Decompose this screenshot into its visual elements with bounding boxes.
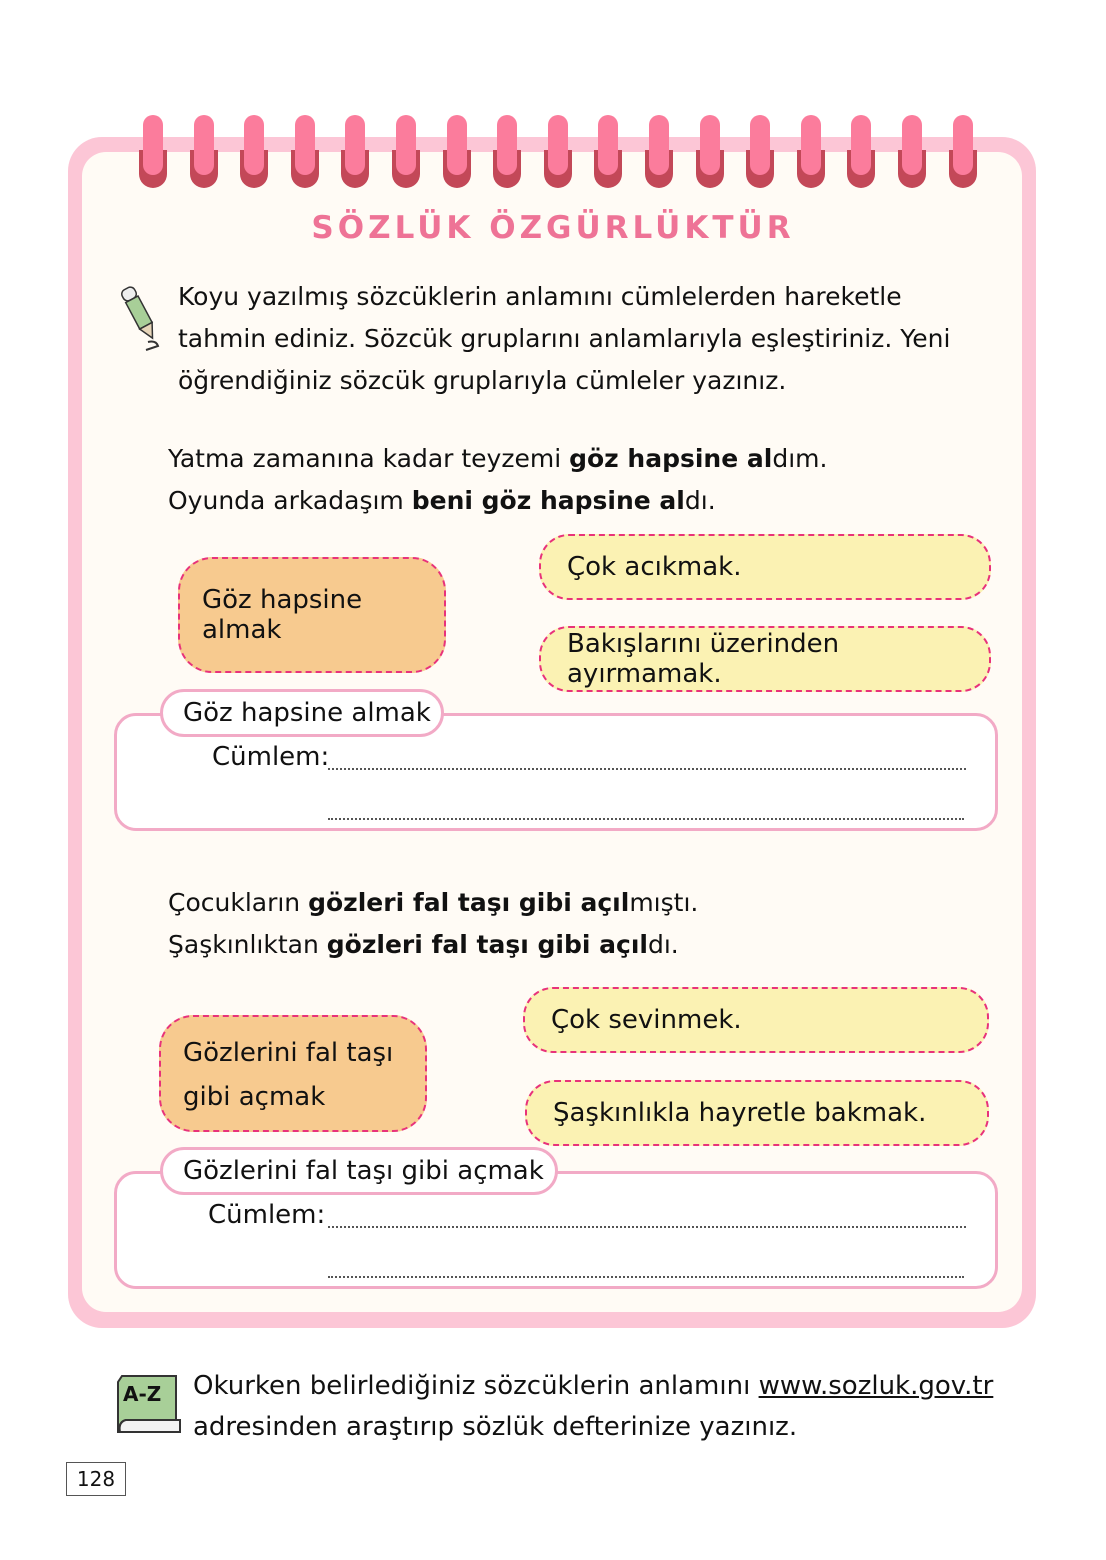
- page-number: 128: [66, 1462, 126, 1496]
- page-title: SÖZLÜK ÖZGÜRLÜKTÜR: [311, 210, 795, 246]
- spiral-ring: [497, 115, 517, 175]
- phrase-card: [159, 1015, 427, 1132]
- spiral-ring: [801, 115, 821, 175]
- spiral-ring: [143, 115, 163, 175]
- sentence-label: Cümlem:: [212, 742, 330, 772]
- dictionary-link[interactable]: www.sozluk.gov.tr: [758, 1371, 994, 1401]
- spiral-ring: [649, 115, 669, 175]
- answer-line[interactable]: [328, 1226, 966, 1228]
- writing-box-title: Göz hapsine almak: [160, 689, 444, 737]
- spiral-ring: [902, 115, 922, 175]
- spiral-ring: [447, 115, 467, 175]
- spiral-ring: [548, 115, 568, 175]
- spiral-ring: [244, 115, 264, 175]
- bold-phrase: gözleri fal taşı gibi açıl: [308, 888, 630, 917]
- spiral-ring: [700, 115, 720, 175]
- example-sentence-2: [168, 480, 716, 522]
- sentence-text: dı.: [647, 930, 679, 959]
- sentence-text: Şaşkınlıktan: [168, 930, 327, 959]
- meaning-option[interactable]: Çok sevinmek.: [523, 987, 989, 1053]
- sentence-label: Cümlem:: [208, 1200, 326, 1230]
- spiral-ring: [750, 115, 770, 175]
- sentence-text: dı.: [684, 486, 716, 515]
- spiral-ring: [194, 115, 214, 175]
- answer-line[interactable]: [328, 1276, 964, 1278]
- footer-text: adresinden araştırıp sözlük defterinize yazınız.: [193, 1412, 798, 1442]
- spiral-ring: [953, 115, 973, 175]
- footer-note: [193, 1366, 993, 1448]
- spiral-ring: [345, 115, 365, 175]
- footer-text: Okurken belirlediğiniz sözcüklerin anlamını: [193, 1371, 759, 1401]
- phrase-line: gibi açmak: [183, 1082, 326, 1112]
- bold-phrase: gözleri fal taşı gibi açıl: [326, 930, 648, 959]
- dictionary-book-icon: [114, 1372, 182, 1436]
- spiral-ring: [851, 115, 871, 175]
- phrase-line: Gözlerini fal taşı: [183, 1038, 394, 1068]
- pencil-icon: [118, 280, 168, 352]
- bold-phrase: beni göz hapsine al: [411, 486, 685, 515]
- bold-phrase: göz hapsine al: [569, 444, 773, 473]
- sentence-text: Yatma zamanına kadar teyzemi: [168, 444, 570, 473]
- book-label: A-Z: [123, 1382, 162, 1406]
- spiral-ring: [598, 115, 618, 175]
- sentence-text: dım.: [772, 444, 828, 473]
- spiral-ring: [295, 115, 315, 175]
- sentence-text: mıştı.: [629, 888, 699, 917]
- spiral-ring: [396, 115, 416, 175]
- example-sentence-1: [168, 438, 827, 480]
- phrase-card: Göz hapsine almak: [178, 557, 446, 673]
- meaning-option[interactable]: Şaşkınlıkla hayretle bakmak.: [525, 1080, 989, 1146]
- example-sentence-3: [168, 882, 698, 924]
- answer-line[interactable]: [328, 768, 966, 770]
- answer-line[interactable]: [328, 818, 964, 820]
- example-sentence-4: [168, 924, 679, 966]
- meaning-option[interactable]: Çok acıkmak.: [539, 534, 991, 600]
- writing-box-title: Gözlerini fal taşı gibi açmak: [160, 1147, 558, 1195]
- sentence-text: Çocukların: [168, 888, 309, 917]
- meaning-option[interactable]: Bakışlarını üzerinden ayırmamak.: [539, 626, 991, 692]
- instruction-text: Koyu yazılmış sözcüklerin anlamını cümlelerden hareketle tahmin ediniz. Sözcük gruplarını anlamlarıyla eşleştiriniz. Yeni öğrendiğiniz sözcük gruplarıyla cümleler yazınız.: [178, 282, 951, 395]
- sentence-text: Oyunda arkadaşım: [168, 486, 412, 515]
